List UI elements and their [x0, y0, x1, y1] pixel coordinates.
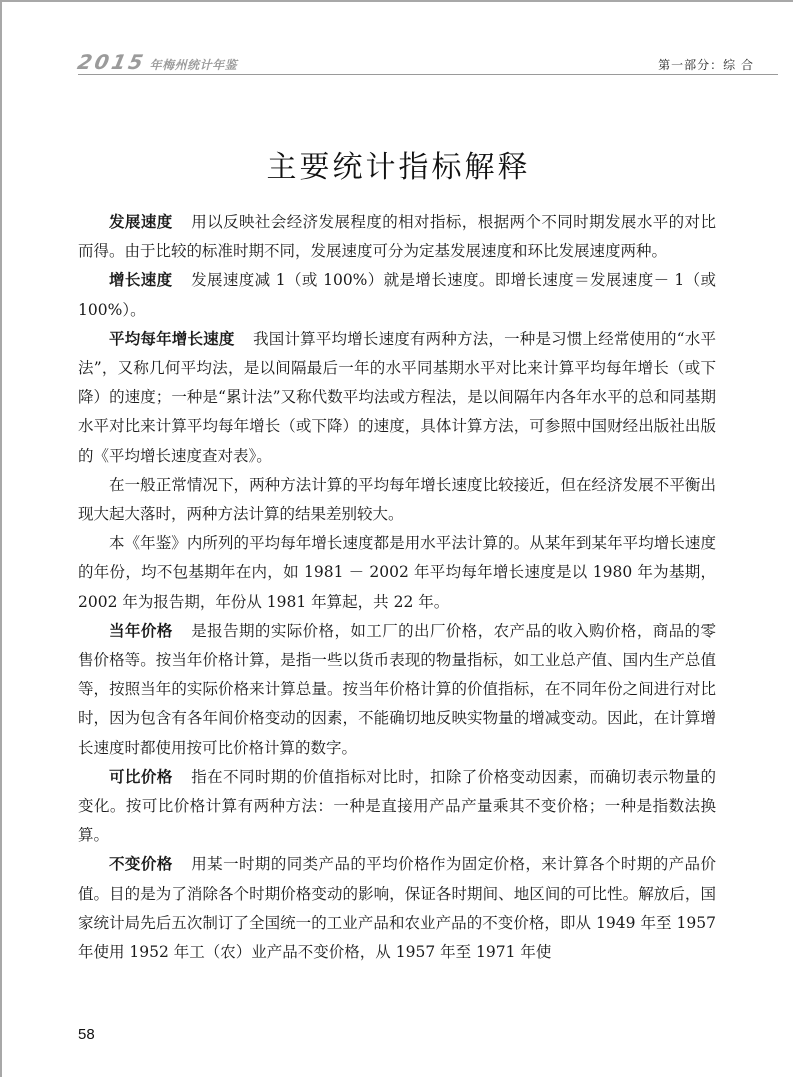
- definition: 用某一时期的同类产品的平均价格作为固定价格，来计算各个时期的产品价值。目的是为了消除各个时期价格变动的影响，保证各时期间、地区间的可比性。解放后，国家统计局先后五次制订了全国统一的工业产品和农业产品的不变价格，即从 1949 年至 1957 年使用 1952 年工（农）业产品不变价格，从 1957 年至 1971 年使: [78, 855, 716, 962]
- running-header: [75, 48, 778, 75]
- paragraph-constant-price: [78, 850, 716, 967]
- definition: 用以反映社会经济发展程度的相对指标，根据两个不同时期发展水平的对比而得。由于比较的标准时期不同，发展速度可分为定基发展速度和环比发展速度两种。: [78, 213, 716, 261]
- term: 平均每年增长速度: [109, 329, 235, 348]
- definition: 指在不同时期的价值指标对比时，扣除了价格变动因素，而确切表示物量的变化。按可比价格计算有两种方法：一种是直接用产品产量乘其不变价格；一种是指数法换算。: [78, 767, 716, 845]
- term: 增长速度: [109, 271, 173, 290]
- paragraph-text: 在一般正常情况下，两种方法计算的平均每年增长速度比较接近，但在经济发展不平衡出现大起大落时，两种方法计算的结果差别较大。: [78, 475, 716, 524]
- paragraph-average-annual-growth: [78, 325, 716, 471]
- paragraph-current-price: [78, 617, 716, 763]
- term: 可比价格: [109, 767, 173, 786]
- paragraph-comparable-price: [78, 763, 716, 851]
- definition: 发展速度减 1（或 100%）就是增长速度。即增长速度＝发展速度－ 1（或 100%）。: [78, 271, 716, 319]
- term: 不变价格: [109, 855, 173, 874]
- paragraph-growth-speed: [78, 266, 716, 324]
- term: 当年价格: [109, 621, 173, 640]
- paragraph-normal-conditions: [78, 471, 716, 529]
- definition: 是报告期的实际价格，如工厂的出厂价格，农产品的收入购价格，商品的零售价格等。按当年价格计算，是指一些以货币表现的物量指标，如工业总产值、国内生产总值等，按照当年的实际价格来计算总量。按当年价格计算的价值指标，在不同年份之间进行对比时，因为包含有各年间价格变动的因素，不能确切地反映实物量的增减变动。因此，在计算增长速度时都使用按可比价格计算的数字。: [78, 621, 716, 757]
- header-section: 第一部分：综 合: [658, 58, 754, 72]
- header-book-title: 年梅州统计年鉴: [149, 58, 238, 72]
- body-text: [78, 208, 716, 967]
- paragraph-yearbook-method: [78, 529, 716, 617]
- yearbook-logo: [75, 50, 238, 74]
- page-title: 主要统计指标解释: [266, 150, 531, 185]
- header-year: 2015: [75, 50, 149, 74]
- paragraph-development-speed: [78, 208, 716, 266]
- paragraph-text: 本《年鉴》内所列的平均每年增长速度都是用水平法计算的。从某年到某年平均增长速度的年份，均不包基期年在内，如 1981 － 2002 年平均每年增长速度是以 1980 年为基期，2002 年为报告期，年份从 1981 年算起，共 22 年。: [78, 534, 716, 611]
- page-number: 58: [78, 1026, 95, 1043]
- definition: 我国计算平均增长速度有两种方法，一种是习惯上经常使用的“水平法”，又称几何平均法，是以间隔最后一年的水平同基期水平对比来计算平均每年增长（或下降）的速度；一种是“累计法”又称代数平均法或方程法，是以间隔年内各年水平的总和同基期水平对比来计算平均每年增长（或下降）的速度，具体计算方法，可参照中国财经出版社出版的《平均增长速度查对表》。: [78, 329, 716, 465]
- term: 发展速度: [109, 213, 173, 231]
